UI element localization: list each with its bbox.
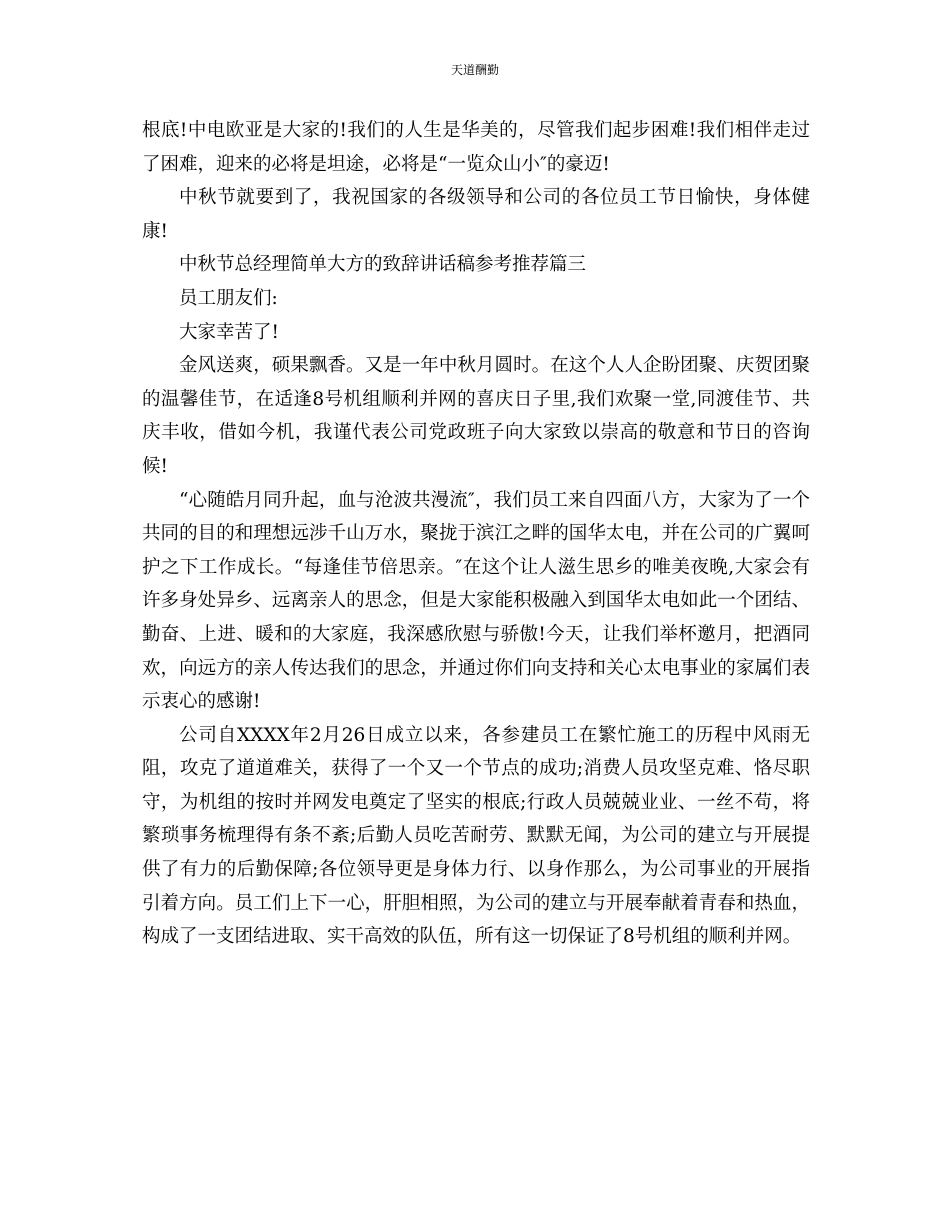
section-title: 中秋节总经理简单大方的致辞讲话稿参考推荐篇三 [179, 254, 587, 276]
salutation: 员工朋友们: [179, 287, 278, 309]
paragraph-8: 公司自XXXX年2月26日成立以来，各参建员工在繁忙施工的历程中风雨无阻，攻克了道道难关，获得了一个又一个节点的成功;消费人员攻坚克难、恪尽职守，为机组的按时并网发电奠定了坚实的根底;行政人员兢兢业业、一丝不苟，将繁琐事务梳理得有条不紊;后勤人员吃苦耐劳、默默无闻，为公司的建立与开展提供了有力的后勤保障;各位领导更是身体力行、以身作那么，为公司事业的开展指引着方向。员工们上下一心，肝胆相照，为公司的建立与开展奉献着青春和热血，构成了一支团结进取、实干高效的队伍，所有这一切保证了8号机组的顺利并网。 [142, 724, 810, 948]
greeting: 大家幸苦了! [179, 321, 279, 343]
document-body [142, 114, 810, 954]
paragraph-7: “心随皓月同升起，血与沧波共漫流″，我们员工来自四面八方，大家为了一个共同的目的和理想远涉千山万水，聚拢于滨江之畔的国华太电，并在公司的广翼呵护之下工作成长。“每逢佳节倍思亲。″在这个让人滋生思乡的唯美夜晚,大家会有许多身处异乡、远离亲人的思念，但是大家能积极融入到国华太电如此一个团结、勤奋、上进、暖和的大家庭，我深感欣慰与骄傲!今天，让我们举杯邀月，把酒同欢，向远方的亲人传达我们的思念，并通过你们向支持和关心太电事业的家属们表示衷心的感谢! [142, 489, 810, 713]
paragraph-6: 金风送爽，硕果飘香。又是一年中秋月圆时。在这个人人企盼团聚、庆贺团聚的温馨佳节，在适逢8号机组顺利并网的喜庆日子里,我们欢聚一堂,同渡佳节、共庆丰收，借如今机，我谨代表公司党政班子向大家致以崇高的敬意和节日的咨询候! [142, 355, 810, 477]
page-header: 天道酬勤 [450, 63, 499, 77]
paragraph-1: 根底!中电欧亚是大家的!我们的人生是华美的，尽管我们起步困难!我们相伴走过了困难，迎来的必将是坦途，必将是“一览众山小″的豪迈! [142, 120, 810, 175]
paragraph-2: 中秋节就要到了，我祝国家的各级领导和公司的各位员工节日愉快，身体健康! [142, 187, 810, 242]
